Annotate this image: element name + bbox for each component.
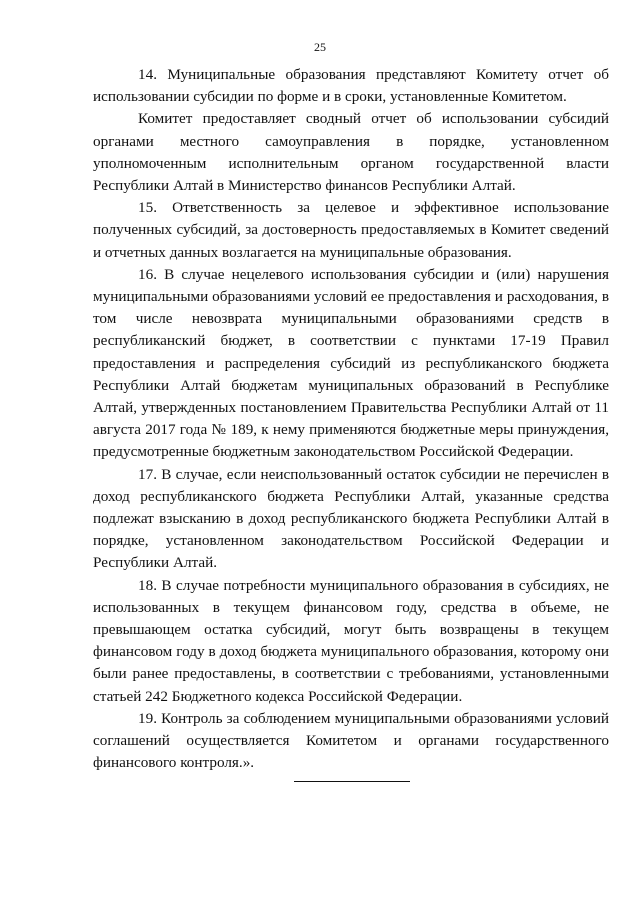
- paragraph-16: 16. В случае нецелевого использования субсидии и (или) нарушения муниципальными образованиями условий ее предоставления и расходования, в том числе невозврата муниципальными образованиями средств в республиканский бюджет, в соответствии с пунктами 17-19 Правил предоставления и распределения субсидий из республиканского бюджета Республики Алтай бюджетам муниципальных образований в Республике Алтай, утвержденных постановлением Правительства Республики Алтай от 11 августа 2017 года № 189, к нему применяются бюджетные меры принуждения, предусмотренные бюджетным законодательством Российской Федерации.: [93, 265, 609, 461]
- document-body: [93, 64, 609, 775]
- paragraph-committee-report: Комитет предоставляет сводный отчет об использовании субсидий органами местного самоуправления в порядке, установленном уполномоченным исполнительным органом государственной власти Республики Алтай в Министерство финансов Республики Алтай.: [93, 110, 609, 195]
- paragraph-19: 19. Контроль за соблюдением муниципальными образованиями условий соглашений осуществляется Комитетом и органами государственного финансового контроля.».: [93, 709, 609, 772]
- paragraph-17: 17. В случае, если неиспользованный остаток субсидии не перечислен в доход республиканского бюджета Республики Алтай, указанные средства подлежат взысканию в доход республиканского бюджета Республики Алтай в порядке, установленном законодательством Российской Федерации и Республики Алтай.: [93, 465, 609, 572]
- paragraph-15: 15. Ответственность за целевое и эффективное использование полученных субсидий, за достоверность предоставляемых в Комитет сведений и отчетных данных возлагается на муниципальные образования.: [93, 199, 609, 261]
- page-number: 25: [314, 40, 326, 54]
- closing-divider: [294, 781, 410, 782]
- paragraph-14: 14. Муниципальные образования представляют Комитету отчет об использовании субсидии по форме и в сроки, установленные Комитетом.: [93, 66, 609, 106]
- paragraph-18: 18. В случае потребности муниципального образования в субсидиях, не использованных в текущем финансовом году, средства в объеме, не превышающем остатка субсидий, могут быть возвращены в текущем финансовом году в доход бюджета муниципального образования, которому они были ранее предоставлены, в соответствии с требованиями, установленными статьей 242 Бюджетного кодекса Российской Федерации.: [93, 576, 609, 705]
